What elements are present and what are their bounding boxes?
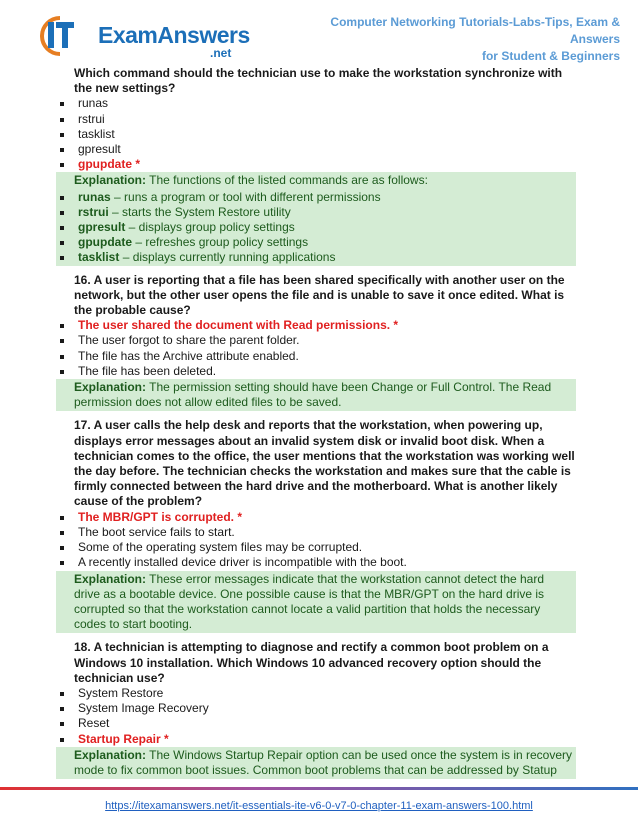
question-16-text: 16. A user is reporting that a file has been shared specifically with another user on the network, but the other user opens the file and is unable to save it once edited. What is the probable cause? xyxy=(74,272,565,318)
site-tagline xyxy=(290,14,620,65)
footer-link[interactable]: https://itexamanswers.net/it-essentials-ite-v6-0-v7-0-chapter-11-exam-answers-100.html xyxy=(105,800,533,812)
question-17-explanation xyxy=(56,571,576,634)
option: System Image Recovery xyxy=(56,701,576,716)
logo-text: ExamAnswers xyxy=(98,22,250,48)
option: The boot service fails to start. xyxy=(56,525,576,540)
option: The user forgot to share the parent folder. xyxy=(56,333,576,348)
command-item: runas – runs a program or tool with different permissions xyxy=(56,190,576,205)
question-17-options xyxy=(56,510,576,571)
correct-option: gpupdate * xyxy=(56,157,576,172)
correct-option: Startup Repair * xyxy=(56,732,576,747)
option: Some of the operating system files may be corrupted. xyxy=(56,540,576,555)
option: Reset xyxy=(56,716,576,731)
correct-option: The MBR/GPT is corrupted. * xyxy=(56,510,576,525)
question-17-text: 17. A user calls the help desk and reports that the workstation, when powering up, displays error messages about an invalid system disk or invalid boot disk. When a technician comes to the office, the user mentions that the workstation was working well the day before. The technician checks the workstation and makes sure that the cable is firmly connected between the hard drive and the motherboard. What is another likely cause of the problem? xyxy=(74,418,575,509)
option: runas xyxy=(56,96,576,111)
option: gpresult xyxy=(56,142,576,157)
explanation-label: Explanation: xyxy=(74,173,147,188)
page-header xyxy=(0,0,638,66)
command-item: rstrui – starts the System Restore utility xyxy=(56,205,576,220)
question-18-explanation xyxy=(56,747,576,779)
explanation-label: Explanation: xyxy=(74,380,147,395)
tagline-line-2: for Student & Beginners xyxy=(481,49,620,63)
question-18-text: 18. A technician is attempting to diagnose and rectify a common boot problem on a Windows 10 installation. Which Windows 10 advanced recovery option should the technician use? xyxy=(74,640,549,685)
question-16-options xyxy=(56,318,576,379)
option: tasklist xyxy=(56,127,576,142)
command-item: gpresult – displays group policy settings xyxy=(56,220,576,235)
explanation-text: The permission setting should have been Change or Full Control. The Read permission does not allow edited files to be saved. xyxy=(74,380,552,410)
question-15-options xyxy=(56,96,576,172)
command-list xyxy=(56,190,576,266)
option: The file has been deleted. xyxy=(56,364,576,379)
option: rstrui xyxy=(56,112,576,127)
explanation-text: The functions of the listed commands are as follows: xyxy=(146,173,428,188)
logo-mark-icon xyxy=(40,12,100,58)
explanation-label: Explanation: xyxy=(74,571,147,586)
option: A recently installed device driver is incompatible with the boot. xyxy=(56,555,576,570)
footer-divider xyxy=(0,787,638,790)
question-16-explanation xyxy=(56,379,576,411)
site-logo[interactable] xyxy=(40,12,250,60)
option: System Restore xyxy=(56,686,576,701)
explanation-text: The Windows Startup Repair option can be used once the system is in recovery mode to fix common boot issues. Common boot problems that can be addressed by Statup xyxy=(74,747,573,777)
command-item: tasklist – displays currently running applications xyxy=(56,250,576,265)
command-item: gpupdate – refreshes group policy settings xyxy=(56,235,576,250)
correct-option: The user shared the document with Read permissions. * xyxy=(56,318,576,333)
option: The file has the Archive attribute enabled. xyxy=(56,349,576,364)
tagline-line-1: Computer Networking Tutorials-Labs-Tips, Exam & Answers xyxy=(330,15,620,46)
logo-net: .net xyxy=(210,46,232,60)
page-content xyxy=(56,66,576,779)
explanation-label: Explanation: xyxy=(74,747,147,762)
question-15-explanation xyxy=(56,172,576,189)
question-18-options xyxy=(56,686,576,747)
question-15-text: Which command should the technician use to make the workstation synchronize with the new settings? xyxy=(74,66,563,96)
explanation-text: These error messages indicate that the workstation cannot detect the hard drive as a bootable device. One possible cause is that the MBR/GPT on the hard drive is corrupted so that the workstation cannot locate a valid partition that holds the necessary codes to start booting. xyxy=(74,571,545,632)
